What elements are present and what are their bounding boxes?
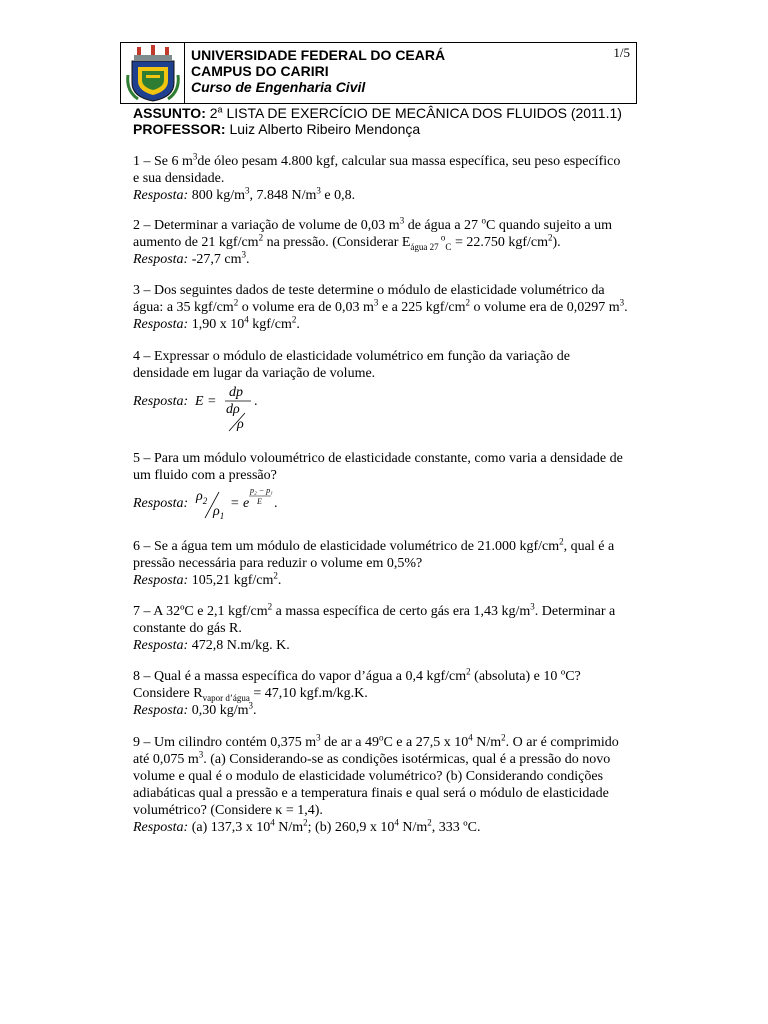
question-8 <box>133 668 643 719</box>
answer-5 <box>133 486 333 526</box>
question-text: constante do gás R. <box>133 621 242 636</box>
q-text: a massa específica de certo gás era 1,43 kg/m <box>272 604 531 619</box>
q-sup: 2 <box>548 232 553 243</box>
answer-sup: 2 <box>291 314 297 325</box>
q-sup: 2 <box>501 732 506 743</box>
q-sup: 3 <box>619 297 625 308</box>
q-text: , qual é a <box>563 539 615 554</box>
question-text <box>133 685 643 702</box>
q-text: C quando sujeito a um <box>486 218 613 233</box>
question-text: volumétrico? (Considere κ = 1,4). <box>133 803 323 818</box>
answer-text: N/m <box>274 820 304 835</box>
institution-name: UNIVERSIDADE FEDERAL DO CEARÁ <box>191 47 446 63</box>
formula-end: . <box>254 394 258 409</box>
assunto-line <box>133 105 622 121</box>
answer-sup: 4 <box>244 314 249 325</box>
q-text: . <box>624 300 628 315</box>
answer-label: Resposta: <box>133 317 189 332</box>
q-sup: 2 <box>258 232 264 243</box>
q-text: (absoluta) e 10 ºC? <box>470 669 581 684</box>
q-sup: 3 <box>373 297 379 308</box>
question-text <box>133 734 653 751</box>
rho-sub: 2 <box>202 495 208 506</box>
answer <box>133 316 653 333</box>
answer-sup: 3 <box>241 249 246 260</box>
q-sub: C <box>445 241 452 252</box>
question-text: 5 – Para um módulo voloumétrico de elasticidade constante, como varia a densidade de <box>133 451 623 466</box>
question-text <box>133 153 643 170</box>
answer-text: . <box>296 317 300 332</box>
answer-text: e 0,8. <box>320 188 356 203</box>
question-text <box>133 751 653 768</box>
q-sub: vapor d’água <box>202 692 250 703</box>
answer <box>133 251 643 268</box>
formula-exp-base: = e <box>230 496 250 511</box>
question-text <box>133 234 643 251</box>
question-text <box>133 603 643 620</box>
q-text: de água a 27 <box>404 218 482 233</box>
q-sup: 3 <box>530 601 535 612</box>
question-1 <box>133 153 643 204</box>
question-text: volume e qual é o modulo de elasticidade volumétrico? (b) Considerando condições <box>133 769 604 784</box>
answer-label: Resposta: <box>133 188 189 203</box>
formula-numerator: dp <box>229 385 243 400</box>
answer-text: , 333 ºC. <box>431 820 481 835</box>
q-text: 9 – Um cilindro contém 0,375 m <box>133 735 317 750</box>
question-text <box>133 217 643 234</box>
professor-label: PROFESSOR: <box>133 121 226 137</box>
formula-rho1 <box>213 504 224 520</box>
answer-label: Resposta: <box>133 703 189 718</box>
q-text: 6 – Se a água tem um módulo de elasticidade volumétrico de 21.000 kgf/cm <box>133 539 560 554</box>
answer <box>133 702 643 719</box>
answer-text: ; (b) 260,9 x 10 <box>307 820 395 835</box>
answer-text: 0,30 kg/m <box>191 703 249 718</box>
answer <box>133 572 643 589</box>
q-text: 1 – Se 6 m <box>133 154 193 169</box>
answer-text: . <box>253 703 257 718</box>
q-sup: o <box>481 215 487 226</box>
answer-text: . <box>277 573 282 588</box>
rho-symbol: ρ <box>196 489 203 504</box>
answer-sup: 2 <box>303 817 308 828</box>
question-text: adiabáticas qual a pressão e a temperatura finais e qual será o módulo de elasticidade <box>133 786 609 801</box>
question-text <box>133 299 653 316</box>
formula-exp-den: E <box>257 497 262 506</box>
q-sup: o <box>440 232 446 243</box>
q-text: C e a 27,5 x 10 <box>383 735 469 750</box>
question-text: 3 – Dos seguintes dados de teste determine o módulo de elasticidade volumétrico da <box>133 283 605 298</box>
rho-sub: 1 <box>219 510 225 521</box>
q-sup: 2 <box>465 297 470 308</box>
assunto-text: LISTA DE EXERCÍCIO DE MECÂNICA DOS FLUIDOS (2011.1) <box>226 105 622 121</box>
answer-sup: 4 <box>394 817 399 828</box>
question-7 <box>133 603 643 654</box>
question-6 <box>133 538 643 589</box>
q-sup: 3 <box>399 215 405 226</box>
q-text: = 22.750 kgf/cm <box>451 235 548 250</box>
formula-rho: ρ <box>237 417 244 432</box>
q-sup: 2 <box>559 536 564 547</box>
ufc-coat-of-arms-logo <box>124 45 182 103</box>
q-text: de óleo pesam 4.800 kgf, calcular sua massa específica, seu peso específico <box>197 154 621 169</box>
assunto-number: 2 <box>209 105 218 121</box>
answer <box>133 187 643 204</box>
question-4 <box>133 348 643 382</box>
assunto-sup: a <box>217 104 223 115</box>
header-text <box>191 47 445 95</box>
answer-label: Resposta: <box>133 496 189 511</box>
answer-sup: 3 <box>316 185 321 196</box>
q-text: ). <box>552 235 561 250</box>
q-text: aumento de 21 kgf/cm <box>133 235 259 250</box>
answer-label: Resposta: <box>133 573 189 588</box>
question-text <box>133 538 643 555</box>
question-text: e sua densidade. <box>133 171 225 186</box>
professor-line <box>133 121 622 137</box>
q-sup: 2 <box>466 666 471 677</box>
answer-sup: 2 <box>273 570 278 581</box>
answer <box>133 637 643 654</box>
answer-label: Resposta: <box>133 820 189 835</box>
q-text: o volume era de 0,03 m <box>238 300 374 315</box>
answer-sup: 3 <box>245 185 250 196</box>
answer-text: . <box>245 252 250 267</box>
q-text: na pressão. (Considerar E <box>263 235 411 250</box>
question-text <box>133 668 643 685</box>
answer-text: kgf/cm <box>248 317 292 332</box>
answer-sup: 2 <box>427 817 432 828</box>
header-box <box>120 42 637 104</box>
q-text: . O ar é comprimido <box>505 735 619 750</box>
answer-sup: 3 <box>248 700 253 711</box>
q-text: 2 – Determinar a variação de volume de 0,03 m <box>133 218 400 233</box>
q-sub: água 27 <box>410 241 441 252</box>
answer-label: Resposta: <box>133 638 189 653</box>
question-text: densidade em lugar da variação de volume. <box>133 366 376 381</box>
q-text: 7 – A 32ºC e 2,1 kgf/cm <box>133 604 268 619</box>
q-sup: 3 <box>192 151 198 162</box>
formula-e: E = <box>195 394 217 409</box>
formula-end: . <box>274 496 278 511</box>
answer-sup: 4 <box>270 817 275 828</box>
formula-exp-num: p₂ − p₁ <box>250 486 273 495</box>
answer <box>133 819 653 836</box>
q-text: água: a 35 kgf/cm <box>133 300 234 315</box>
q-sup: o <box>378 732 384 743</box>
subject-block <box>133 105 622 137</box>
course-name: Curso de Engenharia Civil <box>191 79 366 95</box>
q-text: Considere R <box>133 686 203 701</box>
question-text: um fluido com a pressão? <box>133 468 277 483</box>
answer-text: 472,8 N.m/kg. K. <box>191 638 290 653</box>
q-text: . Determinar a <box>534 604 616 619</box>
formula-denominator: dρ <box>226 402 240 417</box>
q-text: = 47,10 kgf.m/kg.K. <box>249 686 368 701</box>
rho-symbol: ρ <box>213 504 220 519</box>
question-5 <box>133 450 653 484</box>
campus-name: CAMPUS DO CARIRI <box>191 63 329 79</box>
answer-text: 1,90 x 10 <box>191 317 245 332</box>
q-text: até 0,075 m <box>133 752 199 767</box>
question-text: pressão necessária para reduzir o volume em 0,5%? <box>133 556 423 571</box>
logo-cell <box>121 43 185 103</box>
question-2 <box>133 217 643 268</box>
answer-label: Resposta: <box>133 394 189 409</box>
q-sup: 2 <box>233 297 239 308</box>
q-text: e a 225 kgf/cm <box>378 300 466 315</box>
assunto-label: ASSUNTO: <box>133 105 206 121</box>
question-3 <box>133 282 653 333</box>
answer-text: N/m <box>398 820 428 835</box>
q-text: 8 – Qual é a massa específica do vapor d’água a 0,4 kgf/cm <box>133 669 467 684</box>
q-sup: 3 <box>198 749 204 760</box>
q-text: . (a) Considerando-se as condições isotérmicas, qual é a pressão do novo <box>203 752 611 767</box>
answer-text: -27,7 cm <box>191 252 242 267</box>
q-sup: 4 <box>468 732 473 743</box>
answer-text: (a) 137,3 x 10 <box>191 820 271 835</box>
answer-4 <box>133 385 333 435</box>
q-text: de ar a 49 <box>320 735 379 750</box>
q-sup: 2 <box>267 601 273 612</box>
q-sup: 3 <box>316 732 321 743</box>
professor-name: Luiz Alberto Ribeiro Mendonça <box>229 121 421 137</box>
q-text: o volume era de 0,0297 m <box>469 300 620 315</box>
answer-text: , 7.848 N/m <box>249 188 317 203</box>
answer-label: Resposta: <box>133 252 189 267</box>
answer-text: 800 kg/m <box>191 188 245 203</box>
question-9 <box>133 734 653 836</box>
question-text: 4 – Expressar o módulo de elasticidade volumétrico em função da variação de <box>133 349 570 364</box>
page-number: 1/5 <box>613 45 630 60</box>
answer-text: 105,21 kgf/cm <box>191 573 274 588</box>
q-text: N/m <box>472 735 502 750</box>
